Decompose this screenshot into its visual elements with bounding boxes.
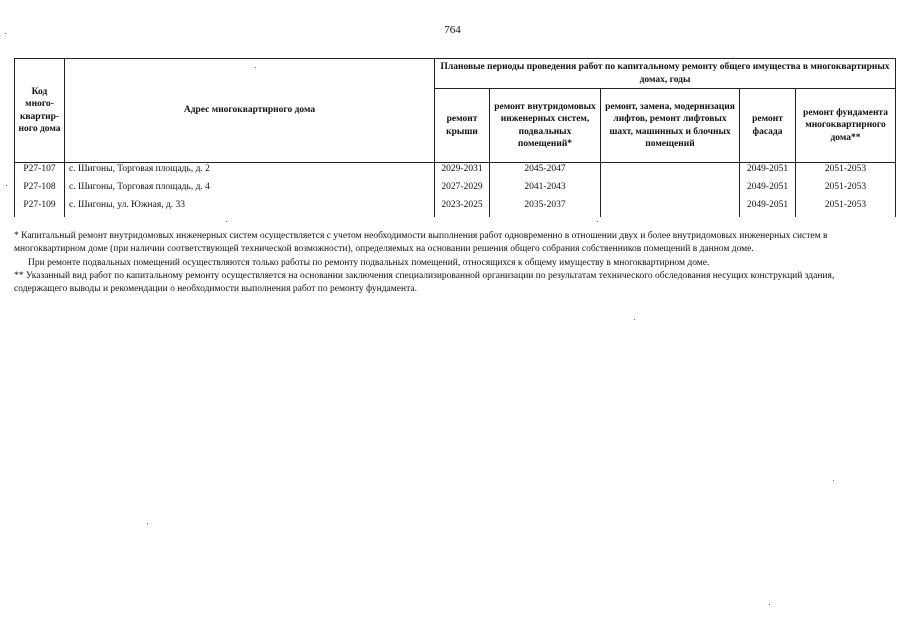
cell-elevators (601, 181, 740, 199)
header-planned-periods: Плановые периоды проведения работ по капитальному ремонту общего имущества в многоквартирных домах, годы (435, 59, 896, 89)
header-engineering-systems: ремонт внутридомовых инженерных систем, подвальных помещений* (490, 89, 601, 163)
scan-speck (255, 67, 256, 68)
cell-facade: 2049-2051 (740, 181, 796, 199)
cell-foundation: 2051-2053 (796, 181, 896, 199)
header-address: Адрес многоквартирного дома (65, 59, 435, 163)
cell-address: с. Шигоны, Торговая площадь, д. 4 (65, 181, 435, 199)
cell-systems: 2035-2037 (490, 199, 601, 217)
cell-roof: 2027-2029 (435, 181, 490, 199)
cell-facade: 2049-2051 (740, 199, 796, 217)
cell-code: Р27-107 (15, 163, 65, 182)
footnotes (14, 230, 874, 296)
table-row (15, 181, 896, 199)
footnote-basement: При ремонте подвальных помещений осуществляются только работы по ремонту подвальных помещений, относящихся к общему имуществу в многоквартирном доме. (28, 257, 710, 268)
table-row (15, 163, 896, 182)
scan-speck (5, 33, 6, 34)
header-foundation: ремонт фундамента многоквартирного дома** (796, 89, 896, 163)
cell-code: Р27-108 (15, 181, 65, 199)
scan-speck (226, 221, 227, 222)
header-roof: ремонт крыши (435, 89, 490, 163)
footnote-foundation: ** Указанный вид работ по капитальному ремонту осуществляется на основании заключения специализированной организации по результатам технического обследования несущих конструкций здания, содержащего выводы и рекомендации о необходимости выполнения работ по ремонту фундамента. (14, 270, 835, 295)
scan-speck (634, 319, 635, 320)
cell-foundation: 2051-2053 (796, 199, 896, 217)
cell-elevators (601, 163, 740, 182)
header-elevators: ремонт, замена, модернизация лифтов, ремонт лифтовых шахт, машинных и блочных помещений (601, 89, 740, 163)
cell-systems: 2041-2043 (490, 181, 601, 199)
cell-elevators (601, 199, 740, 217)
scan-speck (833, 480, 834, 481)
page-number: 764 (444, 24, 461, 36)
cell-facade: 2049-2051 (740, 163, 796, 182)
cell-code: Р27-109 (15, 199, 65, 217)
scan-speck (769, 604, 770, 605)
scan-speck (147, 523, 148, 524)
cell-foundation: 2051-2053 (796, 163, 896, 182)
header-code: Код много-квартир-ного дома (15, 59, 65, 163)
footnote-engineering-systems: * Капитальный ремонт внутридомовых инженерных систем осуществляется с учетом необходимости выполнения работ одновременно в отношении двух и более внутридомовых инженерных систем в многоквартирном доме (при наличии соответствующей технической возможности), определяемых на основании решения общего собрания собственников помещений в данном доме. (14, 231, 828, 255)
cell-roof: 2029-2031 (435, 163, 490, 182)
table-row (15, 199, 896, 217)
scan-speck (597, 221, 598, 222)
cell-address: с. Шигоны, ул. Южная, д. 33 (65, 199, 435, 217)
header-facade: ремонт фасада (740, 89, 796, 163)
cell-address: с. Шигоны, Торговая площадь, д. 2 (65, 163, 435, 182)
capital-repair-plan-table (14, 58, 896, 217)
scan-speck (6, 185, 7, 186)
cell-systems: 2045-2047 (490, 163, 601, 182)
cell-roof: 2023-2025 (435, 199, 490, 217)
